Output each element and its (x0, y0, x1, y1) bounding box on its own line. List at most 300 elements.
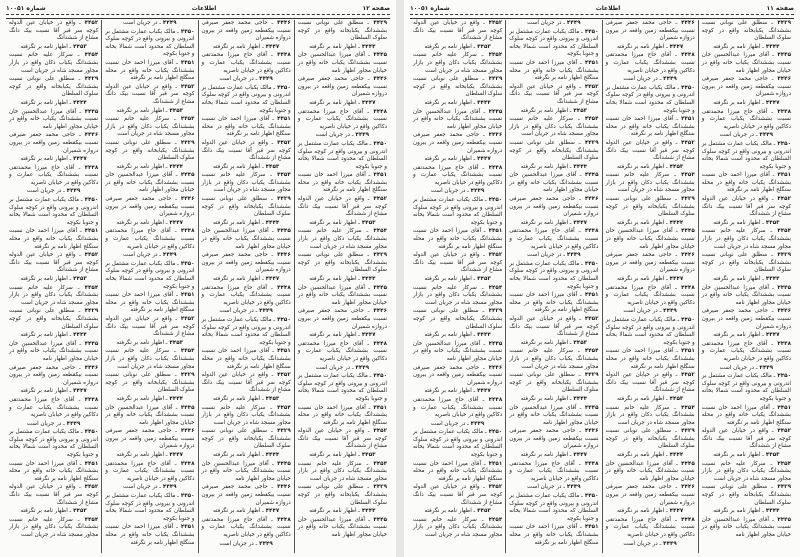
notice (9, 109, 98, 132)
notice-number: ۴۴۲۹ (369, 252, 387, 259)
notice (9, 308, 98, 331)
notice (702, 365, 791, 373)
notice-text: ـ حاجی محمد جعفر صیرفی نسبت بیکقطعه زمین واقعه در بیرون دروازه شمیران (701, 308, 791, 330)
notice-number: ۴۴۵۰ (582, 493, 599, 500)
notice-number: ۴۴۵۰ (486, 197, 503, 204)
notice-text: ـ اظهار نامه بر نگرفته (713, 508, 764, 515)
notice-text: ـ اظهار نامه بر نگرفته (424, 99, 476, 106)
notice-text: ـ آقای میرزا احمد خان نسبت بششدانگ یکباب خانه واقع در محله سنگلج اظهار نامه بر نگرفته (105, 292, 195, 314)
notice-text: ـ آقای میرزا احمد خان نسبت بششدانگ یکباب خانه واقع در محله سنگلج اظهار نامه بر نگرفته (509, 524, 599, 546)
notice-number: ۴۴۴۶ (484, 132, 503, 139)
notice-text: ـ آقای حاج میرزا محمدتقی نسبت بششدانگ یکباب عمارت و دکاکین واقع در خیابان ناصریه (413, 164, 503, 186)
notice-number: ۴۴۵۴ (79, 516, 99, 523)
notice-text: ـ در جریان است (527, 20, 565, 26)
notice-text: ـ مالک یکباب عمارت مشتمل بر اندرونی و بیرونی واقع در کوچه سلوک السلطان که محدود است شمالا بخانه و جنوبا بکوچه (297, 373, 387, 402)
notice-text: ـ سطلق علی نوبانی نسبت بششدانگ یکبابخانه واقع در کوچه سلوک السلطان (509, 372, 599, 394)
notice (413, 188, 502, 196)
notice-number: ۴۴۵۴ (175, 348, 195, 355)
column (410, 20, 505, 553)
notice-number: ۴۴۵۳ (263, 163, 280, 170)
notice-text: ـ در جریان است (315, 364, 354, 371)
notice-text: ـ اظهار نامه بر نگرفته (616, 395, 668, 402)
notice-text: ـ سطلق علی نوبانی نسبت بششدانگ یکبابخانه واقع در کوچه سلوک السلطان (105, 372, 195, 394)
notice-number: ۴۴۴۷ (359, 99, 376, 106)
notice-text: ـ سطلق علی نوبانی نسبت بششدانگ یکبابخانه واقع در کوچه سلوک السلطان (701, 20, 791, 42)
notice (509, 524, 598, 547)
notice (202, 20, 291, 43)
notice-number: ۴۴۵۲ (484, 484, 503, 491)
notice (606, 52, 695, 75)
notice-text: ـ در جریان است (623, 76, 662, 83)
notice-text: ـ اظهار نامه بر نگرفته (212, 395, 264, 402)
notice-text: ـ حاجی محمد جعفر صیرفی نسبت بیکقطعه زمین واقعه در بیرون دروازه شمیران (701, 76, 791, 98)
notice (9, 76, 98, 99)
notice (509, 316, 598, 339)
notice-number: ۴۴۴۴ (763, 508, 780, 515)
column (294, 20, 390, 553)
notice (298, 196, 387, 219)
notice-number: ۴۴۵۲ (677, 372, 695, 379)
notice-text: ـ سرکار علیه خانم نسبت بششدانگ یکباب دکان واقع در بازار مجاور مسجد شاه در جریان است (105, 348, 195, 370)
notice-number: ۴۴۴۸ (272, 516, 291, 523)
notice-number: ۴۴۴۴ (167, 163, 184, 170)
notice-number: ۴۴۴۹ (64, 420, 81, 427)
notice-number: ۴۴۲۹ (80, 76, 99, 83)
notice-number: ۴۴۲۹ (272, 428, 291, 435)
notice-number: ۴۴۵۰ (178, 260, 195, 267)
notice-text: ـ آقای میرزا احمد خان نسبت بششدانگ یکباب خانه واقع در محله سنگلج اظهار نامه بر نگرفته (509, 292, 599, 314)
notice-number: ۴۴۴۵ (81, 108, 99, 115)
notice-text: ـ واقع در خیابان عین الدوله کوچه سر قبر آقا نسبت بیک دانگ مشاع از ششدانگ (201, 372, 291, 394)
notice-text: ـ در جریان است (26, 420, 65, 427)
notice (298, 365, 387, 373)
notice-text: ـ واقع در خیابان عین الدوله کوچه سر قبر آقا نسبت بیک دانگ مشاع از ششدانگ (105, 83, 195, 105)
notice-text: ـ مالک یکباب عمارت مشتمل بر اندرونی و بیرونی واقع در کوچه سلوک السلطان که محدود است شمالا بخانه و جنوبا بکوچه (509, 493, 599, 522)
notice (702, 252, 791, 275)
notice (606, 85, 695, 115)
notice-text: ـ سرکار علیه خانم نسبت بششدانگ یکباب دکان واقع در بازار مجاور مسجد شاه در جریان است (605, 404, 695, 426)
notice-text: ـ واقع در خیابان عین الدوله کوچه سر قبر آقا نسبت بیک دانگ مشاع از ششدانگ (105, 315, 195, 338)
notice-text: ـ اظهار نامه بر نگرفته (616, 163, 668, 170)
notice (298, 285, 387, 308)
page-header (6, 4, 390, 13)
notice (413, 508, 502, 516)
notice-text: ـ آقای میرزا احمد خان نسبت بششدانگ یکباب خانه واقع در محله سنگلج اظهار نامه بر نگرفته (701, 172, 791, 194)
notice-text: ـ اظهار نامه بر نگرفته (424, 156, 476, 163)
notice (702, 52, 791, 75)
notice-text: ـ اظهار نامه بر نگرفته (520, 107, 572, 114)
notice (702, 196, 791, 219)
notice-number: ۴۴۴۶ (773, 308, 792, 315)
notice-number: ۴۴۴۴ (359, 43, 376, 50)
notice-text: ـ حاجی محمد جعفر صیرفی نسبت بیکقطعه زمین واقعه در بیرون دروازه شمیران (105, 196, 195, 218)
notice (413, 156, 502, 164)
notice-text: ـ اظهار نامه بر نگرفته (116, 452, 168, 459)
notice-text: ـ آقای میرزا عبدالحسین خان نسبت بششدانگ یکباب خانه واقع در خیابان مجاور اظهار نامه (605, 228, 695, 250)
notice-number: ۴۴۴۸ (484, 396, 503, 403)
notice-text: ـ سطلق علی نوبانی نسبت بششدانگ یکبابخانه واقع در کوچه سلوک السلطان (509, 139, 599, 162)
notice-number: ۴۴۴۷ (167, 452, 184, 459)
notice (413, 132, 502, 155)
notice-text: ـ اظهار نامه بر نگرفته (116, 339, 168, 346)
notice-text: ـ مالک یکباب عمارت مشتمل بر اندرونی و بیرونی واقع در کوچه سلوک السلطان که محدود است شمالا بخانه و جنوبا بکوچه (605, 316, 695, 346)
notice-number: ۴۴۴۴ (359, 276, 376, 282)
notice (202, 44, 291, 52)
notice (606, 405, 695, 428)
notice-text: ـ اظهار نامه بر نگرفته (309, 219, 360, 226)
notice (702, 428, 791, 451)
notice-text: ـ سطلق علی نوبانی نسبت بششدانگ یکبابخانه واقع در کوچه سلوک السلطان (605, 196, 695, 218)
notice-number: ۴۴۲۹ (773, 20, 791, 26)
notice-text: ـ مالک یکباب عمارت مشتمل بر اندرونی و بیرونی واقع در کوچه سلوک السلطان که محدود است شمالا بخانه و جنوبا بکوچه (105, 260, 195, 290)
notice-text: ـ آقای میرزا احمد خان نسبت بششدانگ یکباب خانه واقع در محله سنگلج اظهار نامه بر نگرفته (605, 348, 695, 370)
notice-number: ۴۴۴۸ (176, 228, 195, 235)
notice (413, 76, 502, 99)
notice (298, 252, 387, 275)
notice (298, 373, 387, 403)
column (101, 20, 197, 553)
notice (9, 52, 98, 75)
notice-text: ـ سرکار علیه خانم نسبت بششدانگ یکباب دکان واقع در بازار مجاور مسجد شاه در جریان است (605, 172, 695, 194)
issue-number: شماره ۱۰۰۵۱ (6, 5, 46, 12)
notice-text: ـ سرکار علیه خانم نسبت بششدانگ یکباب دکان واقع در بازار مجاور مسجد شاه در جریان است (701, 228, 791, 250)
notice-text: ـ آقای میرزا عبدالحسین خان نسبت بششدانگ یکباب خانه واقع در خیابان مجاور اظهار نامه (701, 516, 791, 538)
notice-number: ۴۴۵۲ (80, 252, 99, 259)
notice-text: ـ اظهار نامه بر نگرفته (424, 332, 476, 339)
notice-text: ـ سرکار علیه خانم نسبت بششدانگ یکباب دکان واقع در بازار مجاور مسجد شاه در جریان است (201, 404, 291, 426)
notice-number: ۴۴۴۸ (369, 340, 388, 347)
notice-number: ۴۴۴۸ (484, 164, 503, 171)
notice (702, 172, 791, 195)
notice-number: ۴۴۴۹ (257, 540, 273, 547)
notice (606, 44, 695, 52)
notice-text: ـ سرکار علیه خانم نسبت بششدانگ یکباب دکان واقع در بازار مجاور مسجد شاه در جریان است (413, 52, 503, 74)
notice-number: ۴۴۴۵ (773, 52, 791, 59)
notice-text: ـ واقع در خیابان عین الدوله کوچه سر قبر آقا نسبت بیک دانگ مشاع از ششدانگ (9, 484, 99, 506)
notice (105, 340, 194, 348)
notice-text: ـ حاجی محمد جعفر صیرفی نسبت بیکقطعه زمین واقعه در بیرون دروازه شمیران (201, 252, 291, 274)
notice-number: ۴۴۵۴ (175, 116, 195, 123)
notice (413, 484, 502, 507)
notice-text: ـ واقع در خیابان عین الدوله کوچه سر قبر آقا نسبت بیک دانگ مشاع از ششدانگ (605, 139, 695, 162)
notice-number: ۴۴۵۱ (774, 172, 791, 179)
notice-text: ـ سرکار علیه خانم نسبت بششدانگ یکباب دکان واقع در بازار مجاور مسجد شاه در جریان است (9, 516, 99, 538)
notice-number: ۴۴۵۱ (370, 404, 387, 411)
notice-text: ـ اظهار نامه بر نگرفته (713, 43, 764, 50)
notice-number: ۴۴۵۰ (275, 316, 291, 323)
notice-text: ـ واقع در خیابان عین الدوله کوچه سر قبر آقا نسبت بیک دانگ مشاع از ششدانگ (413, 484, 503, 506)
notice-number: ۴۴۴۶ (80, 132, 99, 139)
notice-text: ـ اظهار نامه بر نگرفته (520, 452, 572, 459)
notice-text: ـ آقای میرزا عبدالحسین خان نسبت بششدانگ یکباب خانه واقع در خیابان مجاور اظهار نامه (105, 172, 195, 194)
notice-number: ۴۴۴۶ (677, 20, 695, 26)
notice-text: ـ آقای میرزا احمد خان نسبت بششدانگ یکباب خانه واقع در محله سنگلج اظهار نامه بر نگرفته (509, 59, 599, 82)
notice (298, 461, 387, 484)
notice-number: ۴۴۴۵ (177, 172, 195, 179)
notice-text: ـ آقای حاج میرزا محمدتقی نسبت بششدانگ یکباب عمارت و دکاکین واقع در خیابان ناصریه (509, 228, 599, 250)
notice-number: ۴۴۴۷ (667, 43, 684, 50)
notice-text: ـ واقع در خیابان عین الدوله کوچه سر قبر آقا نسبت بیک دانگ مشاع از ششدانگ (9, 20, 99, 42)
notice-number: ۴۴۴۷ (263, 43, 280, 50)
notice (202, 85, 291, 115)
notice (606, 20, 695, 43)
notice (702, 100, 791, 108)
notice-text: ـ مالک یکباب عمارت مشتمل بر اندرونی و بیرونی واقع در کوچه سلوک السلطان که محدود است شمالا بخانه و جنوبا بکوچه (105, 28, 195, 58)
notice-text: ـ مالک یکباب عمارت مشتمل بر اندرونی و بیرونی واقع در کوچه سلوک السلطان که محدود است شمالا بخانه و جنوبا بکوچه (297, 140, 387, 170)
notice (298, 517, 387, 540)
notice-number: ۴۴۴۴ (763, 43, 780, 50)
notice-text: ـ اظهار نامه بر نگرفته (520, 163, 572, 170)
notice-number: ۴۴۴۴ (71, 332, 87, 339)
column (698, 20, 794, 553)
notice (606, 76, 695, 84)
notice-text: ـ آقای حاج میرزا محمدتقی نسبت بششدانگ یکباب عمارت و دکاکین واقع در خیابان ناصریه (201, 52, 291, 74)
notice-number: ۴۴۵۲ (177, 83, 195, 90)
notice-number: ۴۴۵۳ (763, 219, 780, 226)
notice-text: ـ اظهار نامه بر نگرفته (309, 452, 360, 459)
notice (702, 228, 791, 251)
notice-number: ۴۴۵۲ (369, 196, 387, 203)
notice-text: ـ اظهار نامه بر نگرفته (212, 219, 264, 226)
notice-number: ۴۴۴۵ (773, 516, 791, 523)
notice-number: ۴۴۵۲ (581, 83, 599, 90)
notice-text: ـ اظهار نامه بر نگرفته (20, 43, 72, 50)
notice-number: ۴۴۴۴ (667, 219, 684, 226)
notice (105, 140, 194, 163)
notice-number: ۴۴۵۰ (679, 84, 695, 91)
notice-text: ـ اظهار نامه بر نگرفته (424, 276, 476, 282)
notice-text: ـ حاجی محمد جعفر صیرفی نسبت بیکقطعه زمین واقعه در بیرون دروازه شمیران (9, 364, 99, 386)
notice-text: ـ اظهار نامه بر نگرفته (20, 332, 72, 339)
notice (105, 405, 194, 428)
notice-text: ـ در جریان است (123, 484, 161, 491)
notice-text: ـ آقای حاج میرزا محمدتقی نسبت بششدانگ یکباب عمارت و دکاکین واقع در خیابان ناصریه (605, 284, 695, 306)
notice-number: ۴۴۵۱ (774, 404, 791, 411)
notice-text: ـ حاجی محمد جعفر صیرفی نسبت بیکقطعه زمین واقعه در بیرون دروازه شمیران (605, 252, 695, 274)
notice (606, 228, 695, 251)
notice-number: ۴۴۴۶ (773, 76, 792, 83)
notice (202, 196, 291, 219)
notice-text: ـ سرکار علیه خانم نسبت بششدانگ یکباب دکان واقع در بازار مجاور مسجد شاه در جریان است (297, 228, 387, 250)
notice-text: ـ آقای حاج میرزا محمدتقی نسبت بششدانگ یکباب عمارت و دکاکین واقع در خیابان ناصریه (605, 52, 695, 74)
notice-number: ۴۴۵۴ (579, 348, 599, 355)
notice-number: ۴۴۵۳ (167, 107, 184, 114)
notice-text: ـ آقای میرزا عبدالحسین خان نسبت بششدانگ یکباب خانه واقع در خیابان مجاور اظهار نامه (201, 460, 291, 482)
notice (702, 276, 791, 284)
notice-text: ـ در جریان است (430, 188, 469, 195)
notice-number: ۴۴۵۲ (273, 139, 291, 146)
notice (202, 140, 291, 163)
notice-text: ـ سرکار علیه خانم نسبت بششدانگ یکباب دکان واقع در بازار مجاور مسجد شاه در جریان است (201, 172, 291, 194)
notice-number: ۴۴۵۲ (773, 428, 791, 435)
notice (298, 44, 387, 52)
notice (202, 508, 291, 516)
notice-number: ۴۴۵۲ (273, 372, 291, 379)
notice-number: ۴۴۴۴ (263, 219, 280, 226)
notice (606, 508, 695, 516)
notice-text: ـ سطلق علی نوبانی نسبت بششدانگ یکبابخانه واقع در کوچه سلوک السلطان (701, 252, 791, 274)
notice-number: ۴۴۴۹ (160, 484, 177, 491)
notice (413, 388, 502, 396)
notice-number: ۴۴۵۴ (368, 460, 388, 467)
notice-text: ـ در جریان است (527, 252, 565, 259)
notice-text: ـ مالک یکباب عمارت مشتمل بر اندرونی و بیرونی واقع در کوچه سلوک السلطان که محدود است شمالا بخانه و جنوبا بکوچه (605, 84, 695, 114)
notice-number: ۴۴۵۰ (178, 28, 195, 35)
notice-number: ۴۴۵۰ (82, 197, 99, 204)
notice-number: ۴۴۵۳ (667, 395, 684, 402)
notice-text: ـ واقع در خیابان عین الدوله کوچه سر قبر آقا نسبت بیک دانگ مشاع از ششدانگ (297, 196, 387, 218)
notice-text: ـ سطلق علی نوبانی نسبت بششدانگ یکبابخانه واقع در کوچه سلوک السلطان (413, 76, 503, 98)
notice (413, 308, 502, 331)
notice-number: ۴۴۲۹ (176, 139, 195, 146)
notice-text: ـ اظهار نامه بر نگرفته (116, 395, 168, 402)
notice (9, 188, 98, 196)
notice-number: ۴۴۴۵ (677, 460, 695, 467)
issue-number: شماره ۱۰۰۵۱ (410, 5, 450, 12)
notice-number: ۴۴۴۹ (257, 308, 273, 315)
notice (202, 452, 291, 460)
notice (105, 428, 194, 451)
notice (509, 348, 598, 371)
notice (413, 517, 502, 540)
notice-text: ـ سطلق علی نوبانی نسبت بششدانگ یکبابخانه واقع در کوچه سلوک السلطان (605, 428, 695, 450)
notice-number: ۴۴۵۳ (475, 508, 491, 515)
notice-text: ـ اظهار نامه بر نگرفته (616, 452, 668, 459)
notice-text: ـ اظهار نامه بر نگرفته (20, 276, 72, 282)
notice-number: ۴۴۵۰ (582, 260, 599, 267)
notice-text: ـ حاجی محمد جعفر صیرفی نسبت بیکقطعه زمین واقعه در بیرون دروازه شمیران (105, 428, 195, 450)
notice (9, 132, 98, 155)
notice-text: ـ سطلق علی نوبانی نسبت بششدانگ یکبابخانه واقع در کوچه سلوک السلطان (9, 308, 99, 330)
notice (509, 60, 598, 83)
notice (105, 29, 194, 59)
notice-text: ـ اظهار نامه بر نگرفته (212, 508, 264, 515)
notice-text: ـ اظهار نامه بر نگرفته (116, 163, 168, 170)
notice-text: ـ اظهار نامه بر نگرفته (20, 508, 72, 515)
notice-number: ۴۴۵۰ (775, 140, 791, 147)
notice-text: ـ واقع در خیابان عین الدوله کوچه سر قبر آقا نسبت بیک دانگ مشاع از ششدانگ (413, 252, 503, 274)
notice (413, 197, 502, 227)
notice-text: ـ اظهار نامه بر نگرفته (212, 452, 264, 459)
notice-number: ۴۴۵۰ (679, 316, 695, 323)
notice (606, 116, 695, 139)
notice-number: ۴۴۵۲ (484, 20, 503, 26)
notice (9, 100, 98, 108)
notice (202, 116, 291, 139)
notice-text: ـ اظهار نامه بر نگرفته (713, 332, 764, 339)
page-header (410, 4, 794, 13)
notice (702, 341, 791, 364)
notice-number: ۴۴۴۶ (677, 252, 695, 259)
notice (702, 508, 791, 516)
notice (702, 141, 791, 171)
notice (202, 76, 291, 84)
notice (606, 372, 695, 395)
notice-number: ۴۴۴۹ (757, 132, 774, 139)
notice-number: ۴۴۵۱ (581, 524, 599, 531)
notice-text: ـ مالک یکباب عمارت مشتمل بر اندرونی و بیرونی واقع در کوچه سلوک السلطان که محدود است شمالا بخانه و جنوبا بکوچه (413, 197, 503, 226)
notice-text: ـ سطلق علی نوبانی نسبت بششدانگ یکبابخانه واقع در کوچه سلوک السلطان (201, 196, 291, 218)
notice-text: ـ واقع در خیابان عین الدوله کوچه سر قبر آقا نسبت بیک دانگ مشاع از ششدانگ (509, 315, 599, 338)
notice-number: ۴۴۵۳ (359, 219, 376, 226)
notice-text: ـ سطلق علی نوبانی نسبت بششدانگ یکبابخانه واقع در کوچه سلوک السلطان (413, 308, 503, 330)
notice-number: ۴۴۴۴ (71, 99, 87, 106)
notice-number: ۴۴۴۵ (369, 52, 387, 59)
notice-number: ۴۴۴۹ (661, 308, 677, 315)
notice-number: ۴۴۲۹ (580, 372, 599, 379)
notice-text: ـ اظهار نامه بر نگرفته (616, 219, 668, 226)
notice (413, 285, 502, 308)
notice-text: ـ سرکار علیه خانم نسبت بششدانگ یکباب دکان واقع در بازار مجاور مسجد شاه در جریان است (297, 460, 387, 482)
notice-number: ۴۴۴۹ (468, 188, 485, 195)
notice-number: ۴۴۴۷ (71, 156, 87, 163)
notice (702, 109, 791, 132)
notice (105, 316, 194, 339)
notice (9, 332, 98, 340)
notice (413, 461, 502, 484)
notice-number: ۴۴۵۳ (571, 339, 588, 346)
notice (202, 428, 291, 451)
notice-number: ۴۴۲۹ (176, 372, 195, 379)
notice-number: ۴۴۵۱ (581, 59, 599, 66)
notice-text: ـ مالک یکباب عمارت مشتمل بر اندرونی و بیرونی واقع در کوچه سلوک السلطان که محدود است شمالا بخانه و جنوبا بکوچه (201, 316, 291, 346)
notice-number: ۴۴۴۴ (475, 99, 491, 106)
notice-number: ۴۴۵۲ (484, 252, 503, 259)
page-number: صفحه ۱۱ (766, 5, 794, 12)
notice-number: ۴۴۲۹ (580, 139, 599, 146)
notice-number: ۴۴۵۴ (271, 172, 291, 179)
notice-text: ـ اظهار نامه بر نگرفته (713, 219, 764, 226)
notice-text: ـ مالک یکباب عمارت مشتمل بر اندرونی و بیرونی واقع در کوچه سلوک السلطان که محدود است شمالا بخانه و جنوبا بکوچه (701, 140, 791, 170)
notice (702, 76, 791, 99)
notice-number: ۴۴۵۳ (263, 395, 280, 402)
notice (105, 484, 194, 492)
notice-number: ۴۴۴۴ (763, 276, 780, 282)
notice-text: ـ حاجی محمد جعفر صیرفی نسبت بیکقطعه زمین واقعه در بیرون دروازه شمیران (509, 428, 599, 450)
notice-number: ۴۴۲۹ (773, 252, 791, 259)
notice-number: ۴۴۵۳ (475, 43, 491, 50)
notice-text: ـ در جریان است (123, 20, 161, 26)
notice-number: ۴۴۵۰ (82, 429, 99, 436)
notice (9, 252, 98, 275)
notice (202, 52, 291, 75)
notice-number: ۴۴۵۴ (483, 52, 503, 59)
notice-number: ۴۴۴۶ (369, 308, 388, 315)
notice-text: ـ سرکار علیه خانم نسبت بششدانگ یکباب دکان واقع در بازار مجاور مسجد شاه در جریان است (509, 348, 599, 370)
notice-number: ۴۴۴۸ (676, 284, 695, 291)
page-number: صفحه ۱۲ (362, 5, 390, 12)
notice (606, 285, 695, 308)
notice (9, 388, 98, 396)
notice-text: ـ سرکار علیه خانم نسبت بششدانگ یکباب دکان واقع در بازار مجاور مسجد شاه در جریان است (9, 284, 99, 306)
notice (202, 517, 291, 540)
notice (606, 396, 695, 404)
notice (9, 228, 98, 251)
notice (606, 140, 695, 163)
notice-number: ۴۴۴۹ (160, 20, 177, 26)
notice-number: ۴۴۵۲ (581, 315, 599, 322)
notice (105, 461, 194, 484)
column (198, 20, 294, 553)
notice-text: ـ در جریان است (26, 188, 65, 195)
notice-text: ـ حاجی محمد جعفر صیرفی نسبت بیکقطعه زمین واقعه در بیرون دروازه شمیران (605, 484, 695, 506)
notice-number: ۴۴۴۷ (571, 219, 588, 226)
notice-text: ـ آقای حاج میرزا محمدتقی نسبت بششدانگ یکباب عمارت و دکاکین واقع در خیابان ناصریه (9, 396, 99, 419)
notice-number: ۴۴۴۷ (359, 332, 376, 339)
notice (509, 252, 598, 260)
notice-text: ـ مالک یکباب عمارت مشتمل بر اندرونی و بیرونی واقع در کوچه سلوک السلطان که محدود است شمالا بخانه و جنوبا بکوچه (509, 28, 599, 58)
notice-text: ـ سرکار علیه خانم نسبت بششدانگ یکباب دکان واقع در بازار مجاور مسجد شاه در جریان است (105, 116, 195, 138)
